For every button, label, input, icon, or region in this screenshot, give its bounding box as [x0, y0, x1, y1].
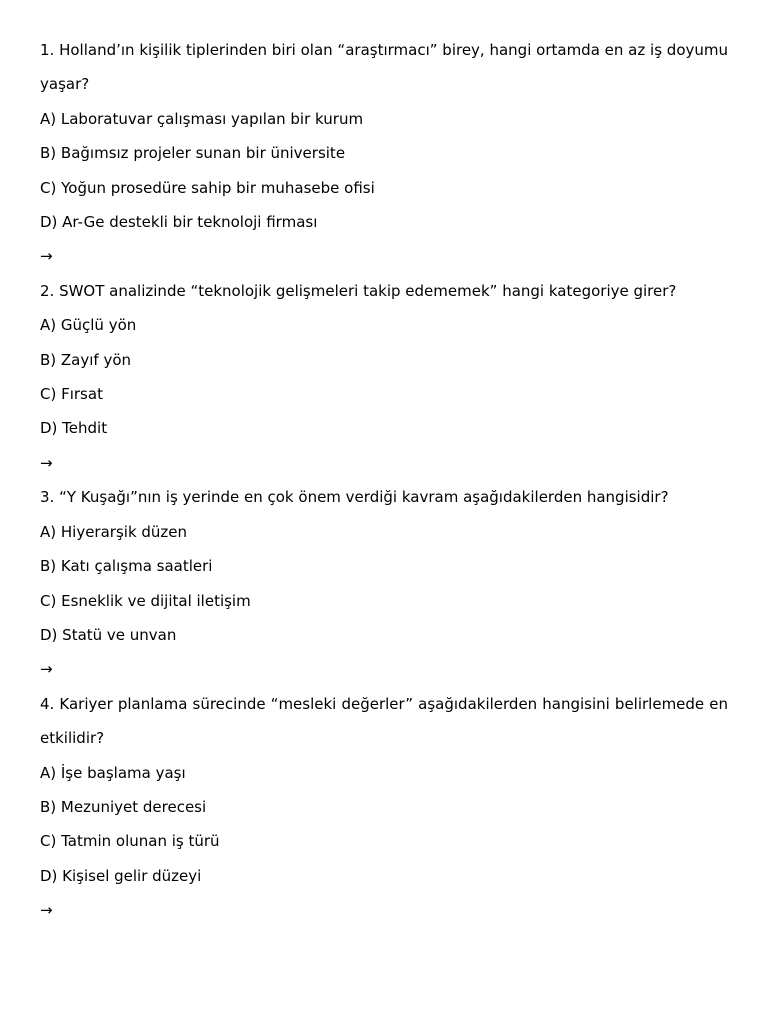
question-block-4: [40, 687, 728, 928]
option-a: A) Güçlü yön: [40, 316, 137, 335]
question-text: 1. Holland’ın kişilik tiplerinden biri olan “araştırmacı” birey, hangi ortamda en az iş doyumu yaşar?: [40, 41, 728, 94]
question-text: 4. Kariyer planlama sürecinde “mesleki değerler” aşağıdakilerden hangisini belirlemede en etkilidir?: [40, 694, 728, 748]
option-d: D) Statü ve unvan: [40, 625, 177, 644]
option-a: A) Laboratuvar çalışması yapılan bir kurum: [40, 109, 364, 128]
question-text: 2. SWOT analizinde “teknolojik gelişmeleri takip edememek” hangi kategoriye girer?: [40, 281, 677, 300]
option-d: D) Ar-Ge destekli bir teknoloji firması: [40, 213, 318, 232]
option-c: C) Yoğun prosedüre sahip bir muhasebe ofisi: [40, 178, 375, 197]
option-d: D) Kişisel gelir düzeyi: [40, 866, 202, 885]
option-b: B) Zayıf yön: [40, 350, 132, 369]
arrow-marker: →: [40, 453, 53, 472]
option-c: C) Tatmin olunan iş türü: [40, 832, 220, 851]
option-d: D) Tehdit: [40, 419, 108, 438]
option-b: B) Katı çalışma saatleri: [40, 557, 213, 576]
arrow-marker: →: [40, 660, 53, 679]
option-c: C) Fırsat: [40, 385, 103, 404]
option-a: A) İşe başlama yaşı: [40, 763, 186, 782]
option-b: B) Bağımsız projeler sunan bir üniversite: [40, 144, 346, 163]
question-block-1: [40, 33, 728, 274]
arrow-marker: →: [40, 247, 53, 266]
question-block-3: [40, 480, 728, 686]
document-body: [40, 33, 728, 928]
option-c: C) Esneklik ve dijital iletişim: [40, 591, 251, 610]
question-block-2: [40, 274, 728, 480]
option-b: B) Mezuniyet derecesi: [40, 797, 207, 816]
option-a: A) Hiyerarşik düzen: [40, 522, 188, 541]
arrow-marker: →: [40, 901, 53, 920]
question-text: 3. “Y Kuşağı”nın iş yerinde en çok önem verdiği kavram aşağıdakilerden hangisidir?: [40, 488, 669, 507]
